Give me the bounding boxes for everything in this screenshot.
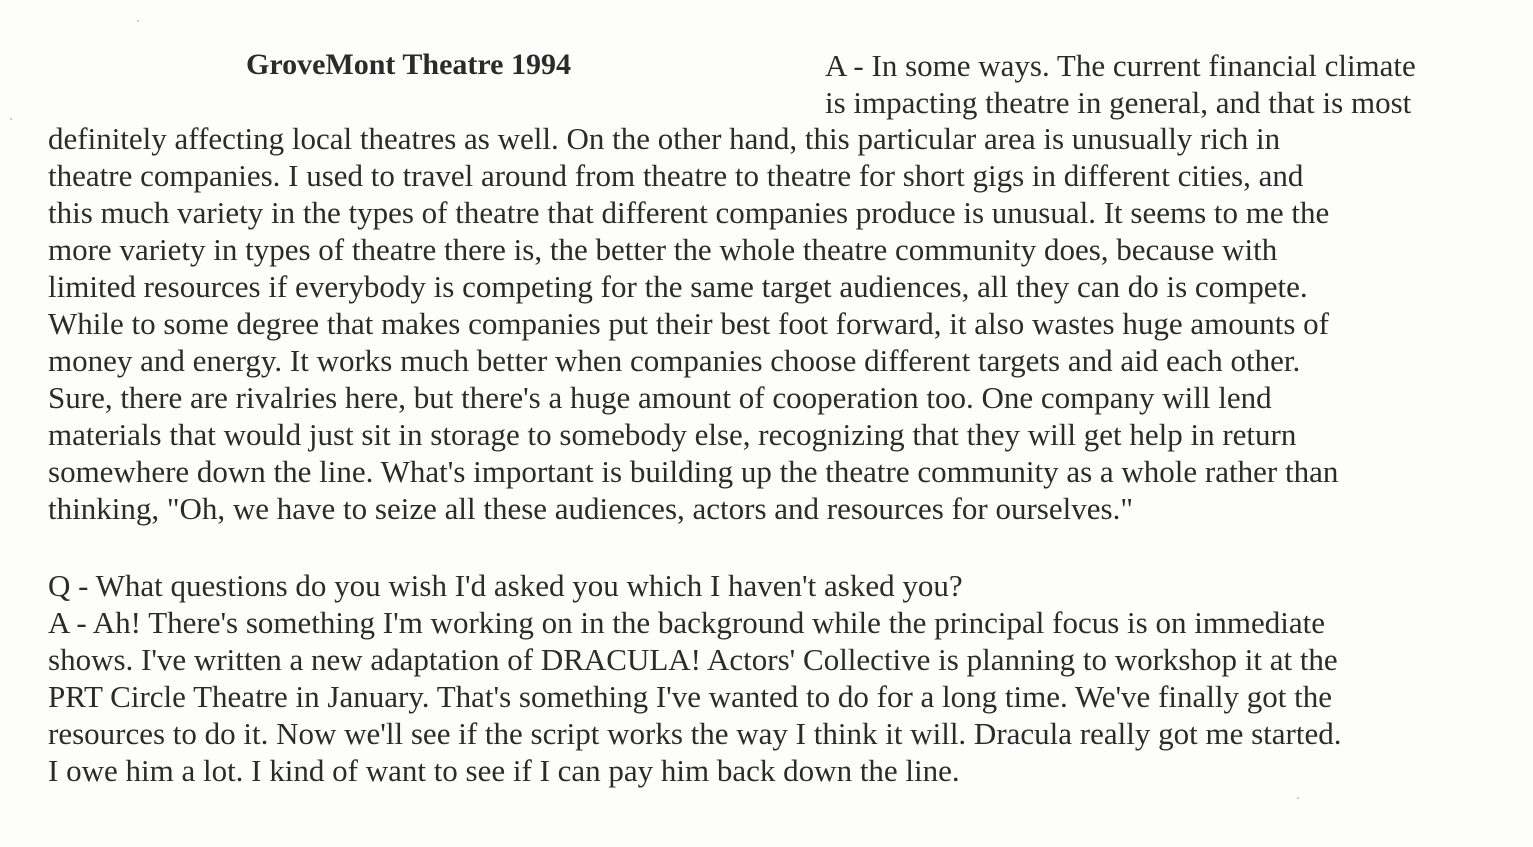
answer-2-line: PRT Circle Theatre in January. That's something I've wanted to do for a long time. We've finally got the — [48, 679, 1332, 714]
answer-1-line: A - In some ways. The current financial climate — [825, 48, 1416, 83]
scan-speck — [1297, 797, 1299, 799]
document-title: GroveMont Theatre 1994 — [246, 48, 571, 81]
answer-2-line: A - Ah! There's something I'm working on in the background while the principal focus is on immediate — [48, 605, 1326, 640]
scan-speck — [10, 118, 12, 120]
answer-1-line: Sure, there are rivalries here, but there's a huge amount of cooperation too. One company will lend — [48, 380, 1272, 415]
answer-1-line: definitely affecting local theatres as well. On the other hand, this particular area is unusually rich in — [48, 121, 1281, 156]
answer-1-line: more variety in types of theatre there is, the better the whole theatre community does, because with — [48, 232, 1278, 267]
scan-speck — [137, 20, 139, 22]
answer-2-line: I owe him a lot. I kind of want to see if I can pay him back down the line. — [48, 753, 960, 788]
answer-1-line: theatre companies. I used to travel around from theatre to theatre for short gigs in different cities, and — [48, 158, 1304, 193]
answer-1-line: limited resources if everybody is competing for the same target audiences, all they can do is compete. — [48, 269, 1308, 304]
answer-2-line: shows. I've written a new adaptation of DRACULA! Actors' Collective is planning to workshop it at the — [48, 642, 1338, 677]
answer-1-line: somewhere down the line. What's important is building up the theatre community as a whole rather than — [48, 454, 1339, 489]
answer-1-line: this much variety in the types of theatre that different companies produce is unusual. It seems to me the — [48, 195, 1330, 230]
answer-1-line: materials that would just sit in storage to somebody else, recognizing that they will get help in return — [48, 417, 1297, 452]
answer-1-line: While to some degree that makes companies put their best foot forward, it also wastes huge amounts of — [48, 306, 1329, 341]
answer-1-line: thinking, "Oh, we have to seize all these audiences, actors and resources for ourselves." — [48, 491, 1133, 526]
question-2: Q - What questions do you wish I'd asked you which I haven't asked you? — [48, 568, 963, 603]
answer-2-line: resources to do it. Now we'll see if the script works the way I think it will. Dracula really got me started. — [48, 716, 1342, 751]
answer-1-line: money and energy. It works much better when companies choose different targets and aid each other. — [48, 343, 1301, 378]
answer-1-line: is impacting theatre in general, and that is most — [825, 85, 1412, 120]
